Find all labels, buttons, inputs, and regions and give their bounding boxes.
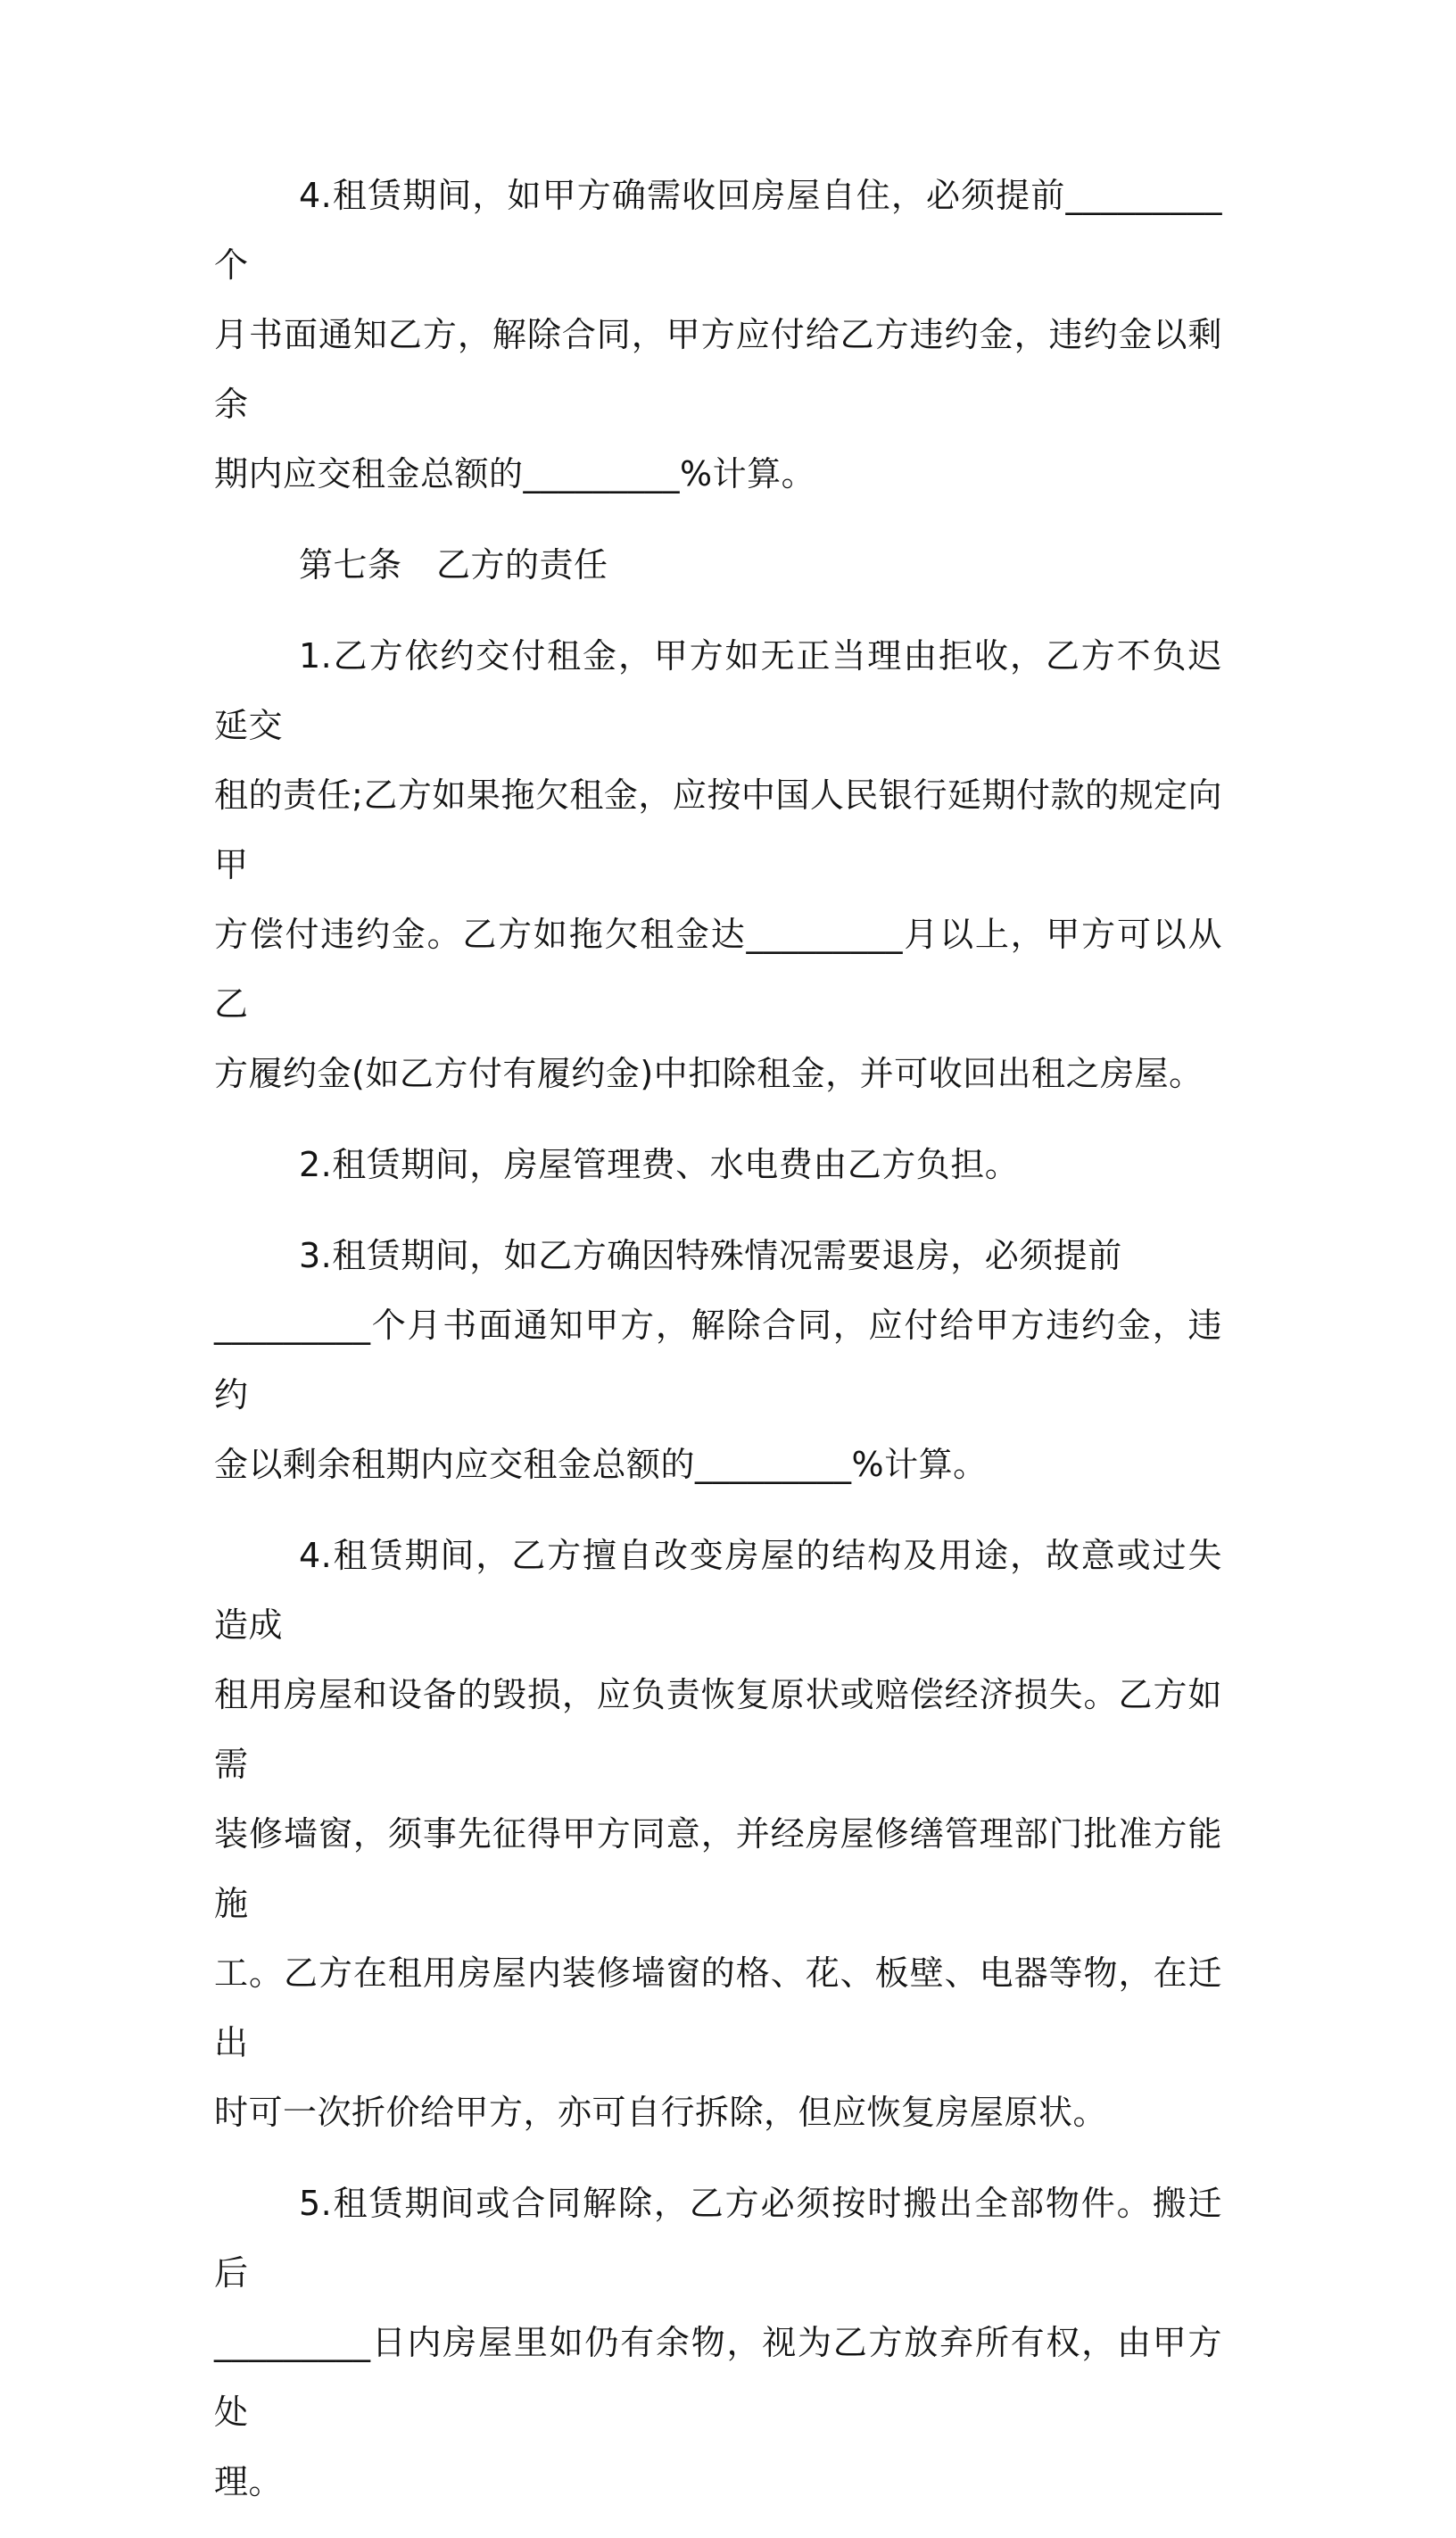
paragraph-article7-clause1 (214, 621, 1222, 1108)
text-line: 金以剩余租期内应交租金总额的_________%计算。 (214, 1445, 988, 1484)
text-line: 时可一次折价给甲方，亦可自行拆除，但应恢复房屋原状。 (214, 2093, 1108, 2132)
paragraph-article7-clause3 (214, 1221, 1222, 1499)
text-line: 4.租赁期间，乙方擅自改变房屋的结构及用途，故意或过失造成 (214, 1536, 1222, 1645)
paragraph-article6-clause4 (214, 161, 1222, 509)
text-line: _________日内房屋里如仍有余物，视为乙方放弃所有权，由甲方处 (214, 2323, 1222, 2432)
text-line: 1.乙方依约交付租金，甲方如无正当理由拒收，乙方不负迟延交 (214, 636, 1222, 745)
text-line: 装修墙窗，须事先征得甲方同意，并经房屋修缮管理部门批准方能施 (214, 1814, 1222, 1923)
text-line: 工。乙方在租用房屋内装修墙窗的格、花、板壁、电器等物，在迁出 (214, 1953, 1222, 2062)
paragraph-article7-clause2 (214, 1130, 1222, 1199)
text-line: 3.租赁期间，如乙方确因特殊情况需要退房，必须提前 (299, 1236, 1122, 1275)
text-line: 4.租赁期间，如甲方确需收回房屋自住，必须提前_________个 (214, 176, 1222, 285)
text-line: 租用房屋和设备的毁损，应负责恢复原状或赔偿经济损失。乙方如需 (214, 1675, 1222, 1784)
text-line: 5.租赁期间或合同解除，乙方必须按时搬出全部物件。搬迁后 (214, 2184, 1222, 2293)
section-heading-article7 (214, 530, 1222, 600)
text-line: _________个月书面通知甲方，解除合同，应付给甲方违约金，违约 (214, 1306, 1222, 1414)
paragraph-article7-clause4 (214, 1521, 1222, 2147)
text-line: 租的责任;乙方如果拖欠租金，应按中国人民银行延期付款的规定向甲 (214, 776, 1222, 884)
text-line: 2.租赁期间，房屋管理费、水电费由乙方负担。 (299, 1145, 1020, 1184)
text-line: 期内应交租金总额的_________%计算。 (214, 454, 816, 494)
text-line: 月书面通知乙方，解除合同，甲方应付给乙方违约金，违约金以剩余 (214, 315, 1222, 424)
document-body (214, 161, 1222, 2538)
text-line: 理。 (214, 2462, 284, 2501)
paragraph-article7-clause5 (214, 2169, 1222, 2517)
text-line: 方履约金(如乙方付有履约金)中扣除租金，并可收回出租之房屋。 (214, 1054, 1204, 1093)
text-line: 方偿付违约金。乙方如拖欠租金达_________月以上，甲方可以从乙 (214, 915, 1222, 1024)
heading-text: 第七条 乙方的责任 (299, 545, 608, 585)
